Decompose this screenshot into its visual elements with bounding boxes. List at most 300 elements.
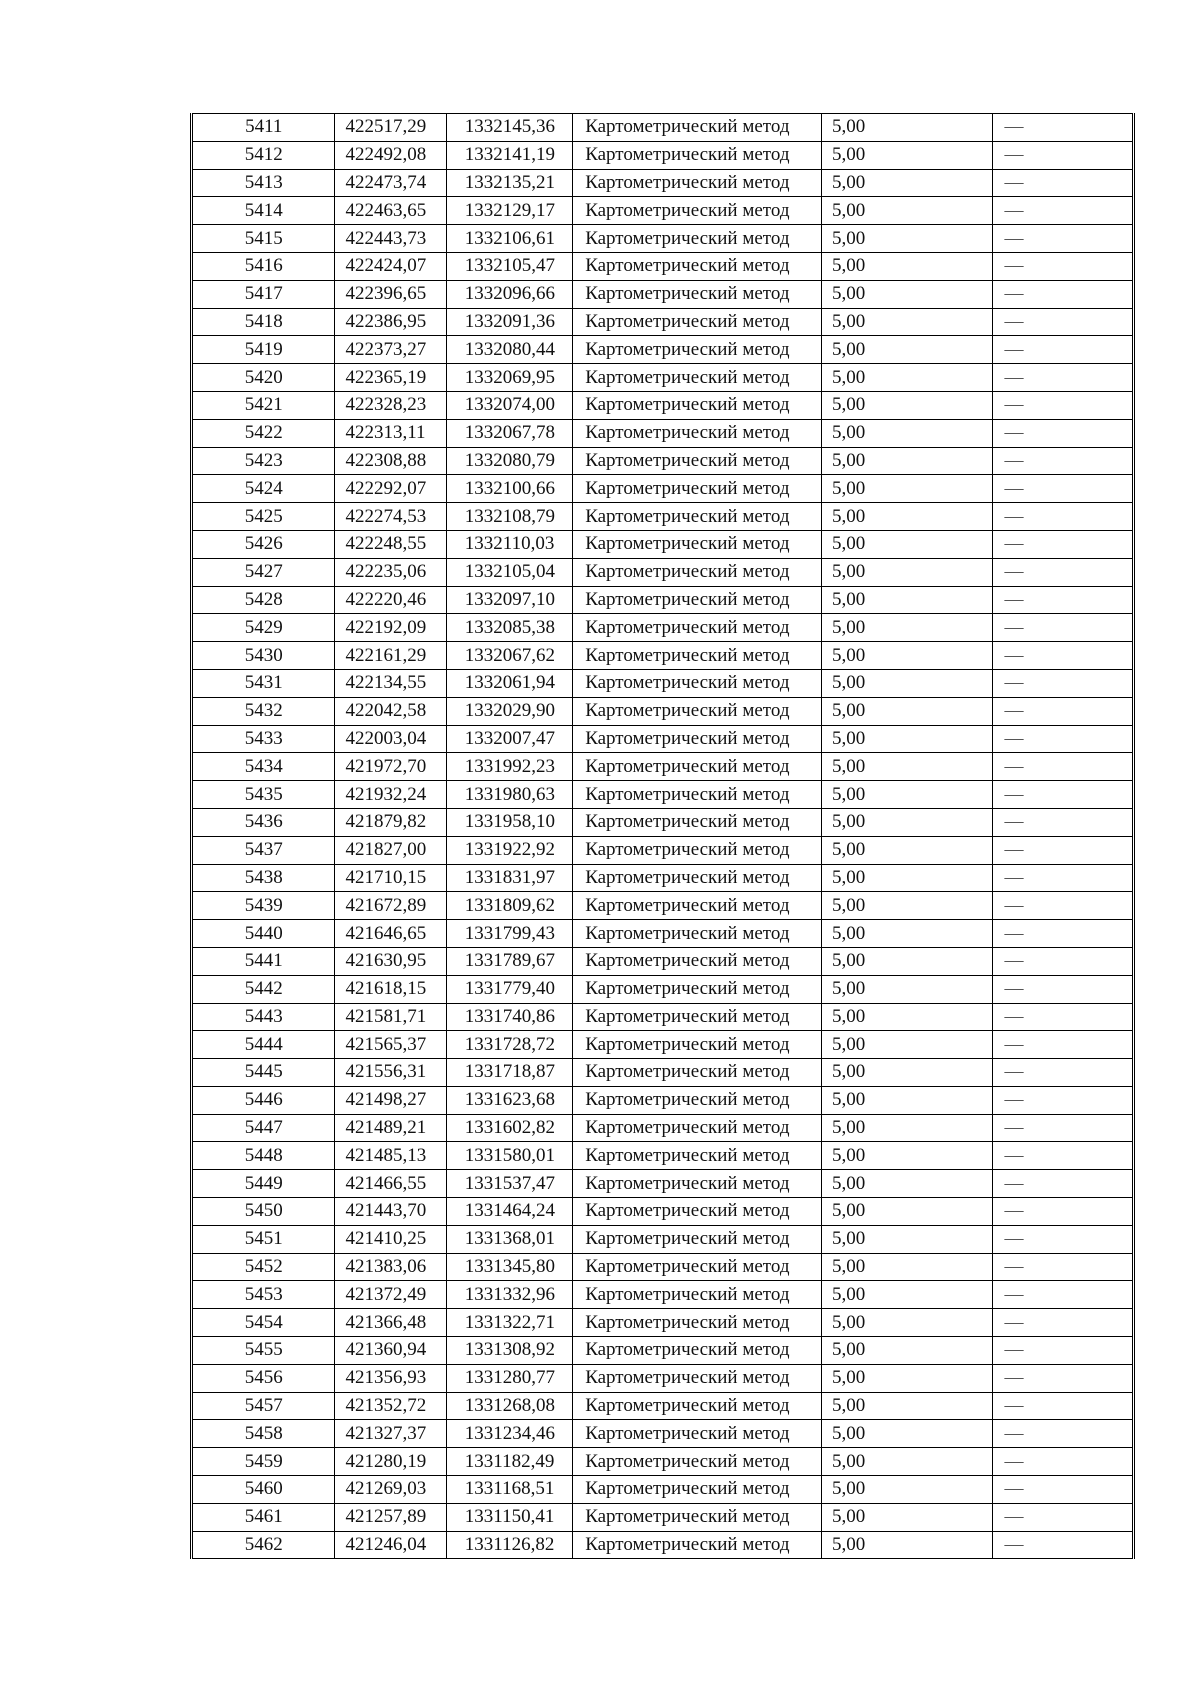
table-row [192, 614, 1134, 642]
point-number: 5418 [192, 308, 335, 336]
y-coordinate: 1332007,47 [446, 725, 572, 753]
method-cell: Картометрический метод [573, 697, 822, 725]
method-cell: Картометрический метод [573, 419, 822, 447]
method-cell: Картометрический метод [573, 808, 822, 836]
y-coordinate: 1331464,24 [446, 1198, 572, 1226]
note-cell: — [992, 1059, 1134, 1087]
note-cell: — [992, 1364, 1134, 1392]
point-number: 5457 [192, 1392, 335, 1420]
method-cell: Картометрический метод [573, 169, 822, 197]
table-row [192, 169, 1134, 197]
x-coordinate: 421672,89 [335, 892, 446, 920]
x-coordinate: 421269,03 [335, 1476, 446, 1504]
table-row [192, 642, 1134, 670]
point-number: 5421 [192, 391, 335, 419]
accuracy-cell: 5,00 [821, 1114, 992, 1142]
note-cell: — [992, 1170, 1134, 1198]
x-coordinate: 421410,25 [335, 1225, 446, 1253]
accuracy-cell: 5,00 [821, 252, 992, 280]
table-row [192, 1420, 1134, 1448]
accuracy-cell: 5,00 [821, 697, 992, 725]
y-coordinate: 1331234,46 [446, 1420, 572, 1448]
note-cell: — [992, 892, 1134, 920]
accuracy-cell: 5,00 [821, 614, 992, 642]
method-cell: Картометрический метод [573, 503, 822, 531]
table-row [192, 225, 1134, 253]
point-number: 5416 [192, 252, 335, 280]
accuracy-cell: 5,00 [821, 1142, 992, 1170]
method-cell: Картометрический метод [573, 197, 822, 225]
note-cell: — [992, 252, 1134, 280]
x-coordinate: 422134,55 [335, 669, 446, 697]
note-cell: — [992, 781, 1134, 809]
method-cell: Картометрический метод [573, 1448, 822, 1476]
method-cell: Картометрический метод [573, 530, 822, 558]
point-number: 5456 [192, 1364, 335, 1392]
note-cell: — [992, 669, 1134, 697]
x-coordinate: 422463,65 [335, 197, 446, 225]
accuracy-cell: 5,00 [821, 1531, 992, 1559]
table-row [192, 1309, 1134, 1337]
point-number: 5435 [192, 781, 335, 809]
x-coordinate: 421485,13 [335, 1142, 446, 1170]
table-row [192, 1003, 1134, 1031]
accuracy-cell: 5,00 [821, 975, 992, 1003]
note-cell: — [992, 753, 1134, 781]
y-coordinate: 1332096,66 [446, 280, 572, 308]
table-row [192, 808, 1134, 836]
table-row [192, 1253, 1134, 1281]
method-cell: Картометрический метод [573, 1476, 822, 1504]
method-cell: Картометрический метод [573, 558, 822, 586]
table-row [192, 1281, 1134, 1309]
x-coordinate: 421466,55 [335, 1170, 446, 1198]
x-coordinate: 421565,37 [335, 1031, 446, 1059]
point-number: 5442 [192, 975, 335, 1003]
y-coordinate: 1331602,82 [446, 1114, 572, 1142]
table-row [192, 1503, 1134, 1531]
x-coordinate: 421489,21 [335, 1114, 446, 1142]
note-cell: — [992, 864, 1134, 892]
note-cell: — [992, 614, 1134, 642]
accuracy-cell: 5,00 [821, 586, 992, 614]
table-row [192, 419, 1134, 447]
y-coordinate: 1331779,40 [446, 975, 572, 1003]
method-cell: Картометрический метод [573, 614, 822, 642]
method-cell: Картометрический метод [573, 1198, 822, 1226]
x-coordinate: 422517,29 [335, 114, 446, 142]
accuracy-cell: 5,00 [821, 141, 992, 169]
x-coordinate: 421352,72 [335, 1392, 446, 1420]
accuracy-cell: 5,00 [821, 669, 992, 697]
accuracy-cell: 5,00 [821, 1086, 992, 1114]
point-number: 5448 [192, 1142, 335, 1170]
note-cell: — [992, 280, 1134, 308]
method-cell: Картометрический метод [573, 336, 822, 364]
table-row [192, 947, 1134, 975]
table-row [192, 1086, 1134, 1114]
x-coordinate: 421630,95 [335, 947, 446, 975]
note-cell: — [992, 419, 1134, 447]
y-coordinate: 1332129,17 [446, 197, 572, 225]
accuracy-cell: 5,00 [821, 447, 992, 475]
note-cell: — [992, 114, 1134, 142]
table-row [192, 114, 1134, 142]
accuracy-cell: 5,00 [821, 336, 992, 364]
note-cell: — [992, 1198, 1134, 1226]
point-number: 5445 [192, 1059, 335, 1087]
point-number: 5422 [192, 419, 335, 447]
accuracy-cell: 5,00 [821, 1337, 992, 1365]
y-coordinate: 1331980,63 [446, 781, 572, 809]
note-cell: — [992, 1476, 1134, 1504]
method-cell: Картометрический метод [573, 114, 822, 142]
point-number: 5412 [192, 141, 335, 169]
note-cell: — [992, 1448, 1134, 1476]
point-number: 5417 [192, 280, 335, 308]
x-coordinate: 421360,94 [335, 1337, 446, 1365]
method-cell: Картометрический метод [573, 669, 822, 697]
x-coordinate: 421443,70 [335, 1198, 446, 1226]
accuracy-cell: 5,00 [821, 1253, 992, 1281]
method-cell: Картометрический метод [573, 280, 822, 308]
method-cell: Картометрический метод [573, 1031, 822, 1059]
y-coordinate: 1332110,03 [446, 530, 572, 558]
accuracy-cell: 5,00 [821, 114, 992, 142]
y-coordinate: 1331580,01 [446, 1142, 572, 1170]
accuracy-cell: 5,00 [821, 558, 992, 586]
point-number: 5449 [192, 1170, 335, 1198]
y-coordinate: 1331922,92 [446, 836, 572, 864]
coordinates-table [190, 113, 1135, 1559]
note-cell: — [992, 558, 1134, 586]
x-coordinate: 422328,23 [335, 391, 446, 419]
point-number: 5432 [192, 697, 335, 725]
x-coordinate: 421710,15 [335, 864, 446, 892]
note-cell: — [992, 1281, 1134, 1309]
y-coordinate: 1332145,36 [446, 114, 572, 142]
note-cell: — [992, 391, 1134, 419]
table-row [192, 503, 1134, 531]
note-cell: — [992, 475, 1134, 503]
accuracy-cell: 5,00 [821, 892, 992, 920]
method-cell: Картометрический метод [573, 975, 822, 1003]
note-cell: — [992, 1031, 1134, 1059]
y-coordinate: 1331368,01 [446, 1225, 572, 1253]
note-cell: — [992, 1003, 1134, 1031]
x-coordinate: 422235,06 [335, 558, 446, 586]
y-coordinate: 1332105,04 [446, 558, 572, 586]
x-coordinate: 421498,27 [335, 1086, 446, 1114]
y-coordinate: 1332135,21 [446, 169, 572, 197]
y-coordinate: 1331150,41 [446, 1503, 572, 1531]
x-coordinate: 421356,93 [335, 1364, 446, 1392]
x-coordinate: 421246,04 [335, 1531, 446, 1559]
y-coordinate: 1332106,61 [446, 225, 572, 253]
table-row [192, 197, 1134, 225]
point-number: 5450 [192, 1198, 335, 1226]
point-number: 5419 [192, 336, 335, 364]
x-coordinate: 421827,00 [335, 836, 446, 864]
note-cell: — [992, 642, 1134, 670]
table-row [192, 864, 1134, 892]
note-cell: — [992, 1086, 1134, 1114]
point-number: 5440 [192, 920, 335, 948]
point-number: 5425 [192, 503, 335, 531]
accuracy-cell: 5,00 [821, 391, 992, 419]
x-coordinate: 421280,19 [335, 1448, 446, 1476]
accuracy-cell: 5,00 [821, 1170, 992, 1198]
table-row [192, 1198, 1134, 1226]
method-cell: Картометрический метод [573, 1142, 822, 1170]
table-row [192, 1364, 1134, 1392]
x-coordinate: 422308,88 [335, 447, 446, 475]
y-coordinate: 1331182,49 [446, 1448, 572, 1476]
x-coordinate: 422396,65 [335, 280, 446, 308]
method-cell: Картометрический метод [573, 1364, 822, 1392]
accuracy-cell: 5,00 [821, 1476, 992, 1504]
y-coordinate: 1331332,96 [446, 1281, 572, 1309]
accuracy-cell: 5,00 [821, 947, 992, 975]
point-number: 5413 [192, 169, 335, 197]
accuracy-cell: 5,00 [821, 920, 992, 948]
method-cell: Картометрический метод [573, 753, 822, 781]
x-coordinate: 422473,74 [335, 169, 446, 197]
y-coordinate: 1331168,51 [446, 1476, 572, 1504]
method-cell: Картометрический метод [573, 1392, 822, 1420]
method-cell: Картометрический метод [573, 1170, 822, 1198]
accuracy-cell: 5,00 [821, 419, 992, 447]
point-number: 5452 [192, 1253, 335, 1281]
table-row [192, 1225, 1134, 1253]
accuracy-cell: 5,00 [821, 225, 992, 253]
method-cell: Картометрический метод [573, 1253, 822, 1281]
accuracy-cell: 5,00 [821, 1031, 992, 1059]
method-cell: Картометрический метод [573, 1531, 822, 1559]
point-number: 5420 [192, 364, 335, 392]
accuracy-cell: 5,00 [821, 1392, 992, 1420]
accuracy-cell: 5,00 [821, 753, 992, 781]
y-coordinate: 1331268,08 [446, 1392, 572, 1420]
table-row [192, 1392, 1134, 1420]
table-row [192, 697, 1134, 725]
point-number: 5461 [192, 1503, 335, 1531]
table-row [192, 558, 1134, 586]
note-cell: — [992, 725, 1134, 753]
x-coordinate: 421372,49 [335, 1281, 446, 1309]
point-number: 5411 [192, 114, 335, 142]
note-cell: — [992, 503, 1134, 531]
x-coordinate: 422492,08 [335, 141, 446, 169]
method-cell: Картометрический метод [573, 252, 822, 280]
point-number: 5455 [192, 1337, 335, 1365]
accuracy-cell: 5,00 [821, 1003, 992, 1031]
point-number: 5438 [192, 864, 335, 892]
note-cell: — [992, 336, 1134, 364]
point-number: 5443 [192, 1003, 335, 1031]
table-row [192, 364, 1134, 392]
x-coordinate: 422292,07 [335, 475, 446, 503]
point-number: 5426 [192, 530, 335, 558]
note-cell: — [992, 1114, 1134, 1142]
point-number: 5460 [192, 1476, 335, 1504]
y-coordinate: 1332105,47 [446, 252, 572, 280]
point-number: 5415 [192, 225, 335, 253]
point-number: 5424 [192, 475, 335, 503]
point-number: 5441 [192, 947, 335, 975]
accuracy-cell: 5,00 [821, 725, 992, 753]
method-cell: Картометрический метод [573, 364, 822, 392]
y-coordinate: 1332097,10 [446, 586, 572, 614]
y-coordinate: 1331992,23 [446, 753, 572, 781]
note-cell: — [992, 225, 1134, 253]
point-number: 5430 [192, 642, 335, 670]
note-cell: — [992, 808, 1134, 836]
note-cell: — [992, 975, 1134, 1003]
note-cell: — [992, 697, 1134, 725]
y-coordinate: 1332100,66 [446, 475, 572, 503]
table-row [192, 1059, 1134, 1087]
x-coordinate: 422042,58 [335, 697, 446, 725]
method-cell: Картометрический метод [573, 1086, 822, 1114]
note-cell: — [992, 447, 1134, 475]
y-coordinate: 1331718,87 [446, 1059, 572, 1087]
point-number: 5431 [192, 669, 335, 697]
table-row [192, 336, 1134, 364]
table-row [192, 308, 1134, 336]
accuracy-cell: 5,00 [821, 1503, 992, 1531]
point-number: 5423 [192, 447, 335, 475]
x-coordinate: 421383,06 [335, 1253, 446, 1281]
accuracy-cell: 5,00 [821, 503, 992, 531]
y-coordinate: 1331537,47 [446, 1170, 572, 1198]
accuracy-cell: 5,00 [821, 197, 992, 225]
accuracy-cell: 5,00 [821, 642, 992, 670]
point-number: 5414 [192, 197, 335, 225]
x-coordinate: 422003,04 [335, 725, 446, 753]
note-cell: — [992, 1225, 1134, 1253]
y-coordinate: 1332061,94 [446, 669, 572, 697]
note-cell: — [992, 1142, 1134, 1170]
table-row [192, 753, 1134, 781]
method-cell: Картометрический метод [573, 725, 822, 753]
x-coordinate: 422365,19 [335, 364, 446, 392]
accuracy-cell: 5,00 [821, 169, 992, 197]
x-coordinate: 421366,48 [335, 1309, 446, 1337]
y-coordinate: 1332141,19 [446, 141, 572, 169]
note-cell: — [992, 947, 1134, 975]
x-coordinate: 421257,89 [335, 1503, 446, 1531]
x-coordinate: 421879,82 [335, 808, 446, 836]
point-number: 5453 [192, 1281, 335, 1309]
y-coordinate: 1332080,44 [446, 336, 572, 364]
method-cell: Картометрический метод [573, 892, 822, 920]
accuracy-cell: 5,00 [821, 836, 992, 864]
table-row [192, 1114, 1134, 1142]
table-row [192, 447, 1134, 475]
x-coordinate: 421618,15 [335, 975, 446, 1003]
x-coordinate: 422248,55 [335, 530, 446, 558]
y-coordinate: 1332085,38 [446, 614, 572, 642]
y-coordinate: 1331308,92 [446, 1337, 572, 1365]
point-number: 5444 [192, 1031, 335, 1059]
y-coordinate: 1331799,43 [446, 920, 572, 948]
x-coordinate: 421556,31 [335, 1059, 446, 1087]
method-cell: Картометрический метод [573, 225, 822, 253]
table-row [192, 1337, 1134, 1365]
note-cell: — [992, 308, 1134, 336]
y-coordinate: 1331740,86 [446, 1003, 572, 1031]
point-number: 5447 [192, 1114, 335, 1142]
x-coordinate: 422220,46 [335, 586, 446, 614]
table-row [192, 1476, 1134, 1504]
note-cell: — [992, 1531, 1134, 1559]
point-number: 5458 [192, 1420, 335, 1448]
method-cell: Картометрический метод [573, 920, 822, 948]
accuracy-cell: 5,00 [821, 530, 992, 558]
y-coordinate: 1331809,62 [446, 892, 572, 920]
accuracy-cell: 5,00 [821, 1281, 992, 1309]
method-cell: Картометрический метод [573, 1309, 822, 1337]
note-cell: — [992, 1253, 1134, 1281]
accuracy-cell: 5,00 [821, 1198, 992, 1226]
x-coordinate: 422424,07 [335, 252, 446, 280]
y-coordinate: 1331280,77 [446, 1364, 572, 1392]
table-row [192, 836, 1134, 864]
table-body [192, 114, 1134, 1559]
table-row [192, 280, 1134, 308]
point-number: 5428 [192, 586, 335, 614]
table-row [192, 669, 1134, 697]
method-cell: Картометрический метод [573, 1059, 822, 1087]
point-number: 5429 [192, 614, 335, 642]
y-coordinate: 1331789,67 [446, 947, 572, 975]
accuracy-cell: 5,00 [821, 781, 992, 809]
table-row [192, 1448, 1134, 1476]
x-coordinate: 421972,70 [335, 753, 446, 781]
table-row [192, 1531, 1134, 1559]
note-cell: — [992, 530, 1134, 558]
point-number: 5439 [192, 892, 335, 920]
table-row [192, 252, 1134, 280]
method-cell: Картометрический метод [573, 864, 822, 892]
note-cell: — [992, 169, 1134, 197]
note-cell: — [992, 364, 1134, 392]
table-row [192, 1142, 1134, 1170]
note-cell: — [992, 141, 1134, 169]
method-cell: Картометрический метод [573, 308, 822, 336]
method-cell: Картометрический метод [573, 1503, 822, 1531]
x-coordinate: 422386,95 [335, 308, 446, 336]
x-coordinate: 422161,29 [335, 642, 446, 670]
point-number: 5446 [192, 1086, 335, 1114]
method-cell: Картометрический метод [573, 475, 822, 503]
x-coordinate: 422313,11 [335, 419, 446, 447]
note-cell: — [992, 836, 1134, 864]
accuracy-cell: 5,00 [821, 1364, 992, 1392]
method-cell: Картометрический метод [573, 947, 822, 975]
point-number: 5459 [192, 1448, 335, 1476]
x-coordinate: 421581,71 [335, 1003, 446, 1031]
accuracy-cell: 5,00 [821, 1448, 992, 1476]
y-coordinate: 1331831,97 [446, 864, 572, 892]
note-cell: — [992, 1309, 1134, 1337]
note-cell: — [992, 1392, 1134, 1420]
x-coordinate: 422373,27 [335, 336, 446, 364]
accuracy-cell: 5,00 [821, 1309, 992, 1337]
method-cell: Картометрический метод [573, 642, 822, 670]
method-cell: Картометрический метод [573, 1225, 822, 1253]
